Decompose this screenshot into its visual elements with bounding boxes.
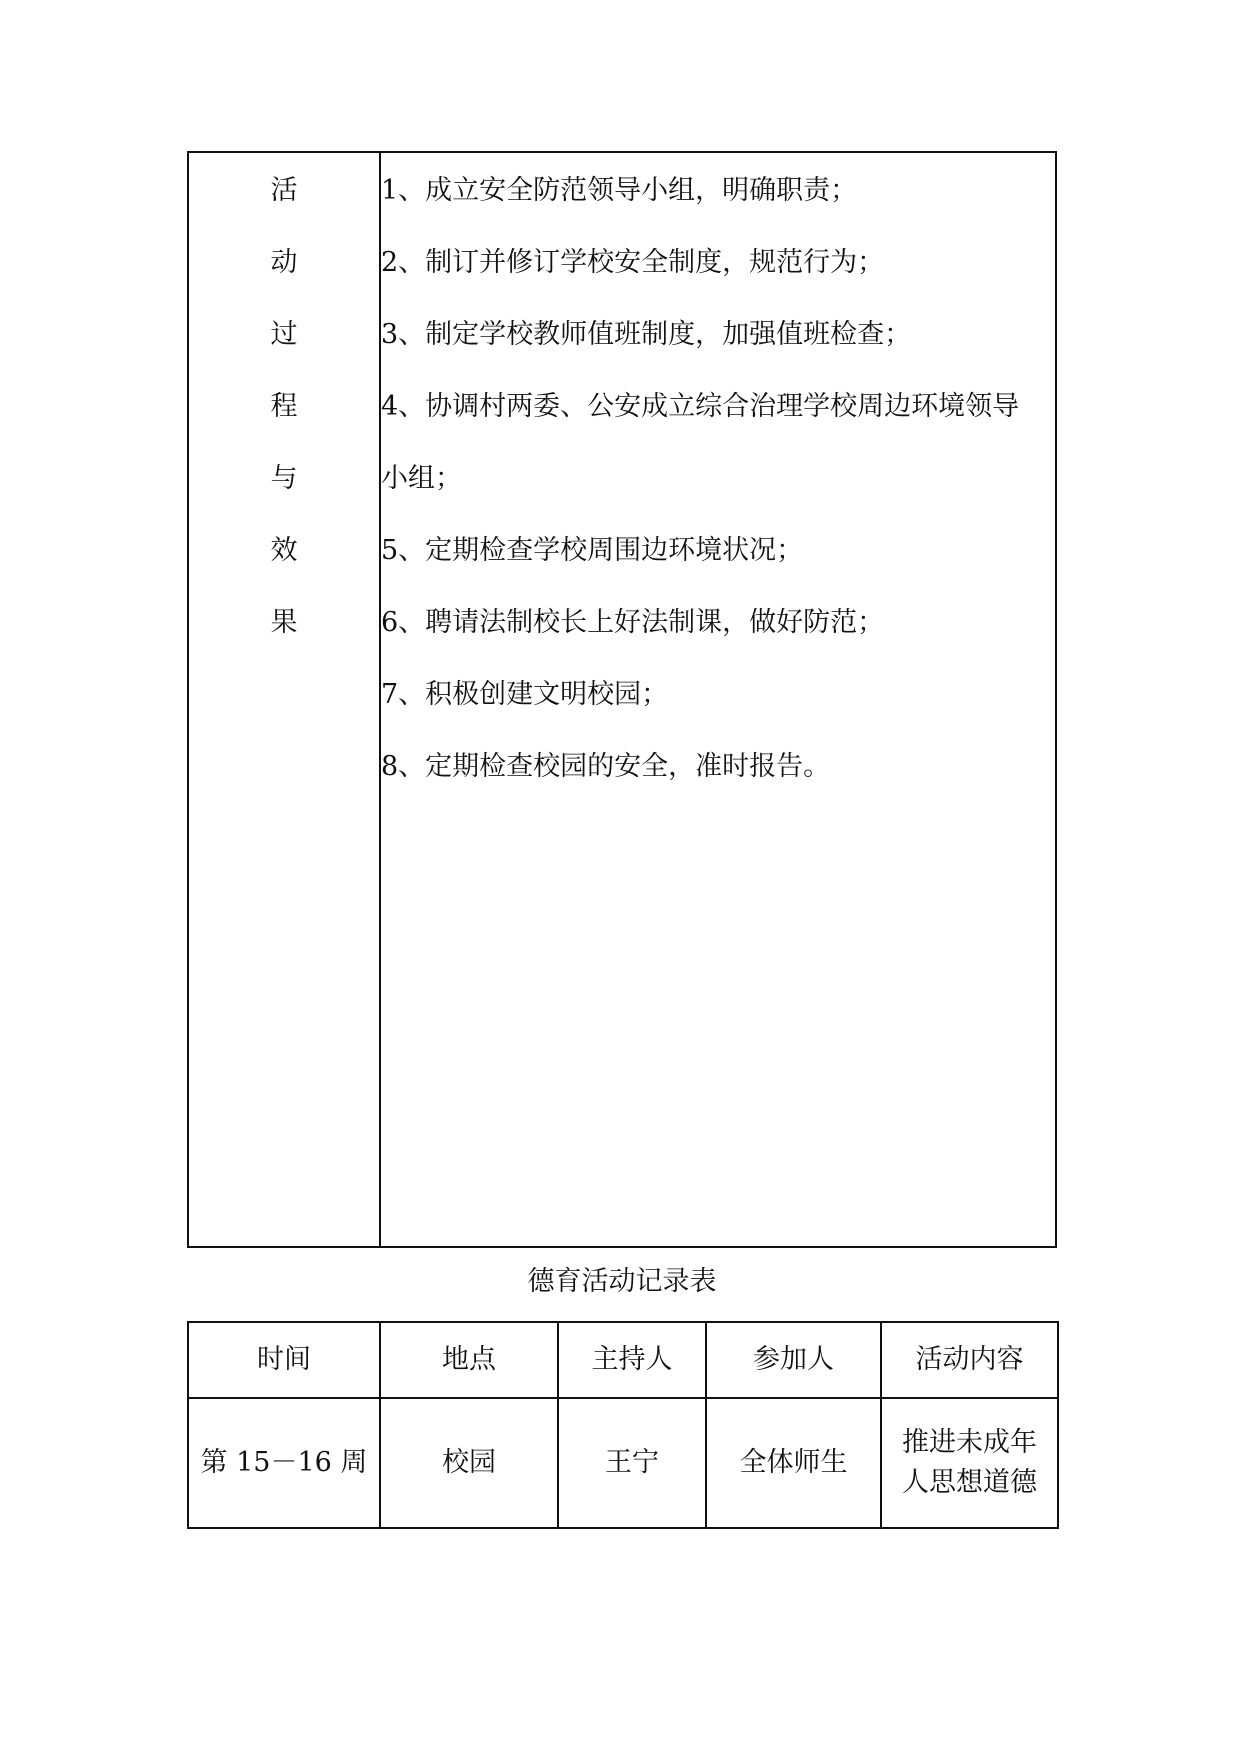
activity-item: 6、聘请法制校长上好法制课，做好防范； xyxy=(381,607,885,638)
table-row xyxy=(188,1398,1058,1528)
record-table xyxy=(187,1321,1059,1529)
header-participants: 参加人 xyxy=(706,1322,881,1398)
activity-item: 5、定期检查学校周围边环境状况； xyxy=(381,535,804,566)
header-time: 时间 xyxy=(188,1322,380,1398)
cell-content-line: 推进未成年 xyxy=(902,1427,1037,1458)
activity-item: 8、定期检查校园的安全，准时报告。 xyxy=(381,751,831,782)
cell-host: 王宁 xyxy=(558,1398,706,1528)
record-table-title: 德育活动记录表 xyxy=(527,1266,717,1297)
label-char: 过 xyxy=(270,319,298,350)
activity-item: 4、协调村两委、公安成立综合治理学校周边环境领导 xyxy=(381,391,1020,422)
header-place: 地点 xyxy=(380,1322,558,1398)
header-row xyxy=(188,1322,1058,1398)
activity-item-continuation: 小组； xyxy=(381,463,462,494)
cell-place: 校园 xyxy=(380,1398,558,1528)
cell-participants: 全体师生 xyxy=(706,1398,881,1528)
header-host: 主持人 xyxy=(558,1322,706,1398)
activity-table xyxy=(187,151,1057,1248)
label-char: 效 xyxy=(270,535,298,566)
header-content: 活动内容 xyxy=(881,1322,1058,1398)
label-char: 与 xyxy=(270,463,298,494)
cell-content-line: 人思想道德 xyxy=(902,1467,1037,1498)
label-char: 程 xyxy=(270,391,298,422)
label-char: 动 xyxy=(270,247,298,278)
label-char: 活 xyxy=(270,175,298,206)
activity-item: 1、成立安全防范领导小组，明确职责； xyxy=(381,175,858,206)
cell-time: 第 15－16 周 xyxy=(188,1398,380,1528)
activity-item: 3、制定学校教师值班制度，加强值班检查； xyxy=(381,319,912,350)
label-char: 果 xyxy=(270,607,298,638)
activity-item: 2、制订并修订学校安全制度，规范行为； xyxy=(381,247,885,278)
activity-item: 7、积极创建文明校园； xyxy=(381,679,669,710)
cell-content xyxy=(881,1398,1058,1528)
